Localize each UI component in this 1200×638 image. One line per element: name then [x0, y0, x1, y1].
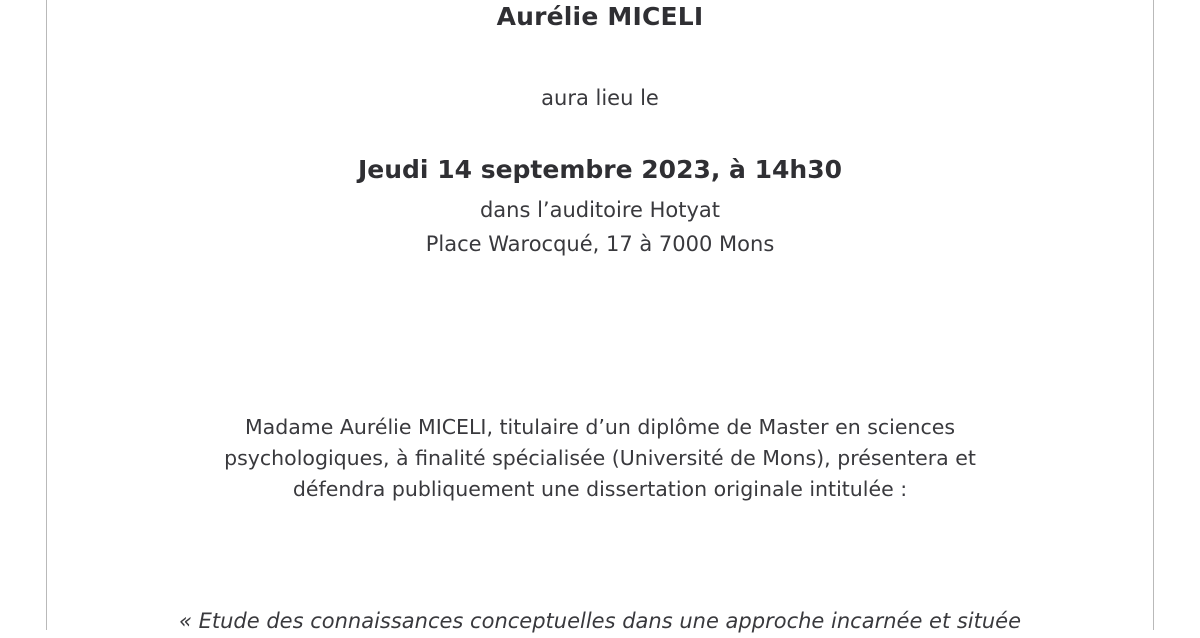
venue-auditorium: dans l’auditoire Hotyat	[479, 198, 721, 222]
venue-address: Place Warocqué, 17 à 7000 Mons	[425, 232, 775, 256]
announcement-paragraph: Madame Aurélie MICELI, titulaire d’un diplôme de Master en sciences psychologiques, à finalité spécialisée (Université de Mons), présentera et défendra publiquement une dissertation originale intitulée :	[224, 415, 976, 501]
defense-datetime: Jeudi 14 septembre 2023, à 14h30	[357, 155, 843, 184]
candidate-name: Aurélie MICELI	[496, 2, 704, 31]
thesis-title: « Etude des connaissances conceptuelles dans une approche incarnée et située	[178, 609, 1022, 633]
intro-line: aura lieu le	[541, 86, 659, 110]
page-right-rule	[1153, 0, 1154, 630]
document-content	[47, 0, 1153, 633]
